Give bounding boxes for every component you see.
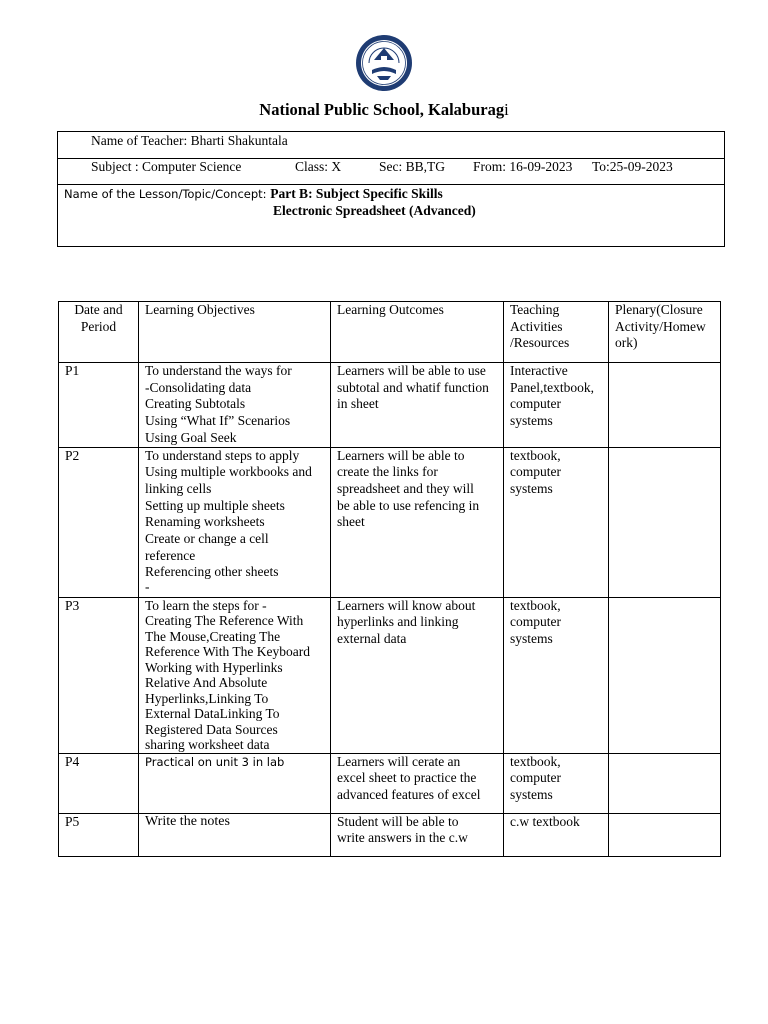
info-row-subject (58, 159, 724, 185)
activities-cell: Interactive Panel,textbook, computer systems (504, 363, 609, 448)
date-to: To:25-09-2023 (592, 159, 673, 174)
section: Sec: BB,TG (379, 159, 445, 174)
period-cell: P2 (59, 447, 139, 597)
plenary-cell (609, 447, 721, 597)
class: Class: X (295, 159, 342, 174)
lesson-plan-table (58, 301, 721, 857)
table-row (59, 753, 721, 813)
period-cell: P4 (59, 753, 139, 813)
table-row (59, 447, 721, 597)
outcomes-cell: Learners will be able to use subtotal and whatif function in sheet (331, 363, 504, 448)
objectives-cell: Practical on unit 3 in lab (139, 753, 331, 813)
school-title (0, 100, 768, 120)
column-header-date-period: Date and Period (59, 302, 139, 363)
activities-cell: textbook, computer systems (504, 597, 609, 753)
activities-cell: c.w textbook (504, 813, 609, 856)
lesson-label: Name of the Lesson/Topic/Concept: (64, 187, 271, 201)
info-row-teacher (58, 132, 724, 159)
date-from: From: 16-09-2023 (473, 159, 573, 174)
teacher-name: Name of Teacher: Bharti Shakuntala (91, 133, 288, 148)
objectives-cell: Write the notes (139, 813, 331, 856)
outcomes-cell: Learners will be able to create the links for spreadsheet and they will be able to use refencing in sheet (331, 447, 504, 597)
period-cell: P1 (59, 363, 139, 448)
column-header-objectives: Learning Objectives (139, 302, 331, 363)
table-row (59, 597, 721, 753)
column-header-activities: Teaching Activities /Resources (504, 302, 609, 363)
plenary-cell (609, 597, 721, 753)
objectives-cell: To understand the ways for -Consolidating data Creating Subtotals Using “What If” Scenarios Using Goal Seek (139, 363, 331, 448)
column-header-outcomes: Learning Outcomes (331, 302, 504, 363)
table-header-row (59, 302, 721, 363)
info-row-lesson (58, 185, 724, 246)
lesson-line (64, 186, 443, 202)
lesson-topic: Electronic Spreadsheet (Advanced) (273, 203, 476, 218)
plenary-cell (609, 753, 721, 813)
outcomes-cell: Learners will cerate an excel sheet to practice the advanced features of excel (331, 753, 504, 813)
lesson-info-box (57, 131, 725, 247)
period-cell: P3 (59, 597, 139, 753)
activities-cell: textbook, computer systems (504, 753, 609, 813)
period-cell: P5 (59, 813, 139, 856)
outcomes-cell: Learners will know about hyperlinks and linking external data (331, 597, 504, 753)
table-row (59, 363, 721, 448)
subject: Subject : Computer Science (91, 159, 242, 174)
plenary-cell (609, 813, 721, 856)
school-logo (355, 34, 413, 92)
outcomes-cell: Student will be able to write answers in the c.w (331, 813, 504, 856)
objectives-cell: To learn the steps for - Creating The Reference With The Mouse,Creating The Reference With The Keyboard Working with Hyperlinks Relative And Absolute Hyperlinks,Linking To External DataLinking To Registered Data Sources sharing worksheet data (139, 597, 331, 753)
table-row (59, 813, 721, 856)
school-title-last: i (504, 100, 509, 119)
column-header-plenary: Plenary(Closure Activity/Homew ork) (609, 302, 721, 363)
school-title-main: National Public School, Kalaburag (259, 100, 505, 119)
lesson-part: Part B: Subject Specific Skills (270, 186, 443, 201)
plenary-cell (609, 363, 721, 448)
objectives-cell: To understand steps to apply Using multiple workbooks and linking cells Setting up multiple sheets Renaming worksheets Create or change a cell reference Referencing other sheets - (139, 447, 331, 597)
activities-cell: textbook, computer systems (504, 447, 609, 597)
